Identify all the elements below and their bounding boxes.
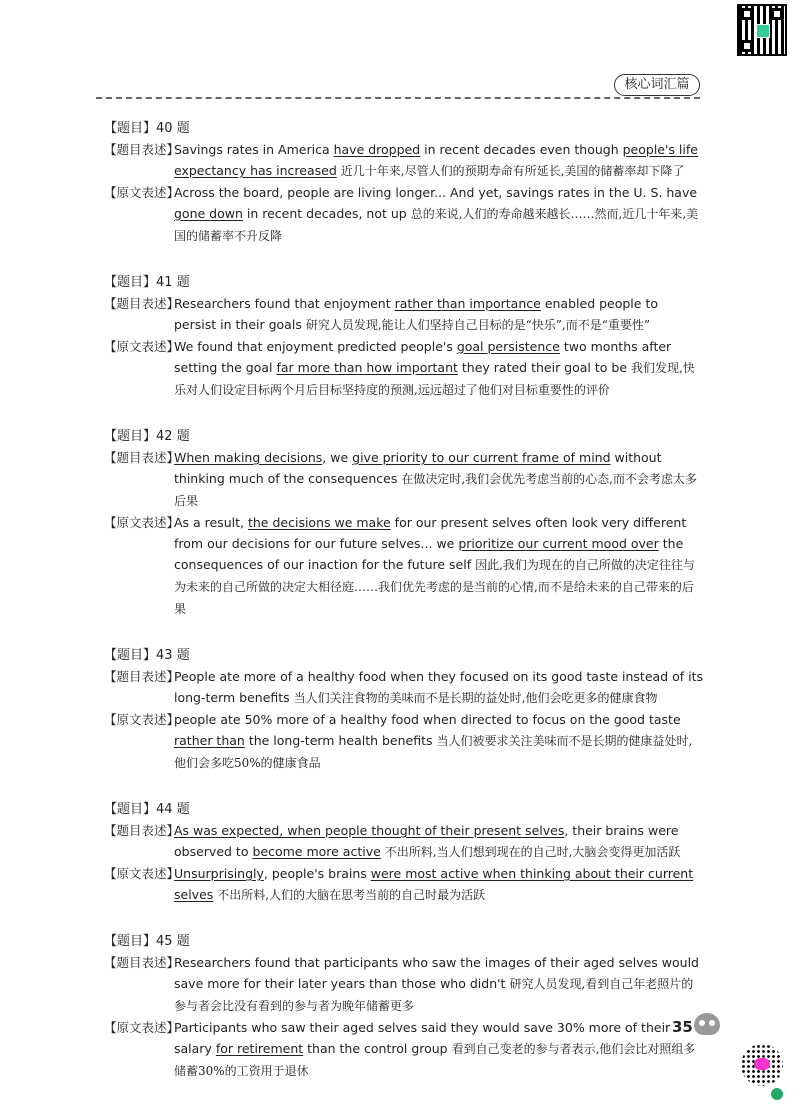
original-statement bbox=[104, 863, 704, 906]
chinese-translation: 当人们关注食物的美味而不是长期的益处时,他们会吃更多的健康食物 bbox=[293, 691, 658, 705]
chinese-translation: 我们发现,快乐对人们设定目标两个月后目标坚持度的预测,远远超过了他们对目标重要性的评价 bbox=[174, 361, 695, 397]
chinese-translation: 近几十年来,尽管人们的预期寿命有所延长,美国的储蓄率却下降了 bbox=[340, 164, 685, 178]
original-statement-text bbox=[174, 336, 704, 401]
question-header bbox=[104, 426, 704, 447]
question-number: 40 题 bbox=[156, 121, 190, 136]
question-header bbox=[104, 931, 704, 952]
underlined-phrase: people's life expectancy has increased bbox=[174, 142, 698, 178]
underlined-phrase: prioritize our current mood over bbox=[458, 536, 659, 551]
topic-label: 【题目】 bbox=[104, 121, 157, 136]
question-number: 44 题 bbox=[156, 802, 190, 817]
question-statement bbox=[104, 952, 704, 1017]
original-statement bbox=[104, 709, 704, 774]
question-number: 45 题 bbox=[156, 934, 190, 949]
underlined-phrase: become more active bbox=[252, 844, 381, 859]
question-block bbox=[104, 426, 704, 620]
question-block bbox=[104, 799, 704, 906]
chinese-translation: 不出所料,当人们想到现在的自己时,大脑会变得更加活跃 bbox=[384, 845, 681, 859]
question-statement-text bbox=[174, 447, 704, 512]
original-statement-text bbox=[174, 1017, 704, 1082]
question-statement-label: 【题目表述】 bbox=[104, 142, 180, 157]
original-statement-text bbox=[174, 182, 704, 247]
topic-label: 【题目】 bbox=[104, 648, 157, 663]
question-list bbox=[104, 118, 704, 1107]
question-statement-text bbox=[174, 952, 704, 1017]
qr-code-bottom bbox=[737, 1040, 787, 1104]
underlined-phrase: goal persistence bbox=[456, 339, 560, 354]
english-text: Researchers found that participants who saw the images of their aged selves would save more for their later years than those who didn't bbox=[174, 955, 699, 991]
question-statement-label: 【题目表述】 bbox=[104, 669, 180, 684]
chinese-translation: 总的来说,人们的寿命越来越长……然而,近几十年来,美国的储蓄率不升反降 bbox=[174, 207, 699, 243]
qr-code-top bbox=[737, 4, 787, 56]
topic-label: 【题目】 bbox=[104, 275, 157, 290]
english-text: Participants who saw their aged selves said they would save 30% more of their salary bbox=[174, 1020, 671, 1056]
english-text: enabled people to persist in their goals bbox=[174, 296, 658, 332]
english-text: they rated their goal to be bbox=[457, 360, 631, 375]
english-text: Across the board, people are living longer... And yet, savings rates in the U. S. have bbox=[174, 185, 698, 200]
question-statement-label: 【题目表述】 bbox=[104, 296, 180, 311]
chinese-translation: 当人们被要求关注美味而不是长期的健康益处时,他们会多吃50%的健康食品 bbox=[174, 734, 693, 770]
underlined-phrase: have dropped bbox=[333, 142, 421, 157]
chinese-translation: 看到自己变老的参与者表示,他们会比对照组多储蓄30%的工资用于退休 bbox=[174, 1042, 696, 1078]
question-block bbox=[104, 931, 704, 1082]
chinese-translation: 不出所料,人们的大脑在思考当前的自己时最为活跃 bbox=[217, 888, 486, 902]
question-header bbox=[104, 118, 704, 139]
english-text: , their brains were observed to bbox=[174, 823, 679, 859]
question-statement-text bbox=[174, 666, 704, 709]
question-statement-text bbox=[174, 139, 704, 182]
question-statement bbox=[104, 820, 704, 863]
question-header bbox=[104, 799, 704, 820]
question-statement-label: 【题目表述】 bbox=[104, 450, 180, 465]
question-number: 43 题 bbox=[156, 648, 190, 663]
chinese-translation: 因此,我们为现在的自己所做的决定往往与为未来的自己所做的决定大相径庭……我们优先考虑的是当前的心情,而不是给未来的自己带来的后果 bbox=[174, 558, 695, 616]
underlined-phrase: were most active when thinking about their current selves bbox=[174, 866, 694, 902]
page-number: 35 bbox=[672, 1018, 693, 1036]
question-statement-label: 【题目表述】 bbox=[104, 955, 180, 970]
question-block bbox=[104, 272, 704, 401]
english-text: Researchers found that enjoyment bbox=[174, 296, 395, 311]
english-text: people ate 50% more of a healthy food when directed to focus on the good taste bbox=[174, 712, 681, 727]
question-block bbox=[104, 645, 704, 774]
question-header bbox=[104, 645, 704, 666]
original-statement bbox=[104, 336, 704, 401]
original-statement bbox=[104, 182, 704, 247]
topic-label: 【题目】 bbox=[104, 802, 157, 817]
header-divider bbox=[96, 97, 700, 99]
chinese-translation: 在做决定时,我们会优先考虑当前的心态,而不会考虑太多后果 bbox=[174, 472, 697, 508]
mascot-icon bbox=[694, 1013, 720, 1035]
underlined-phrase: the decisions we make bbox=[247, 515, 391, 530]
underlined-phrase: far more than how important bbox=[276, 360, 458, 375]
underlined-phrase: rather than importance bbox=[394, 296, 541, 311]
english-text: People ate more of a healthy food when they focused on its good taste instead of its long-term benefits bbox=[174, 669, 704, 705]
question-number: 41 题 bbox=[156, 275, 190, 290]
english-text: , people's brains bbox=[263, 866, 371, 881]
underlined-phrase: When making decisions bbox=[174, 450, 323, 465]
original-statement-text bbox=[174, 709, 704, 774]
original-statement-label: 【原文表述】 bbox=[104, 339, 180, 354]
original-statement-label: 【原文表述】 bbox=[104, 1020, 180, 1035]
underlined-phrase: for retirement bbox=[215, 1041, 304, 1056]
english-text: for our present selves often look very different from our decisions for our future selves... we bbox=[174, 515, 687, 551]
original-statement-label: 【原文表述】 bbox=[104, 515, 180, 530]
underlined-phrase: As was expected, when people thought of their present selves bbox=[174, 823, 565, 838]
original-statement-label: 【原文表述】 bbox=[104, 712, 180, 727]
underlined-phrase: Unsurprisingly bbox=[174, 866, 264, 881]
section-tag: 核心词汇篇 bbox=[614, 74, 700, 96]
underlined-phrase: give priority to our current frame of mind bbox=[352, 450, 611, 465]
question-statement-text bbox=[174, 293, 704, 336]
english-text: We found that enjoyment predicted people's bbox=[174, 339, 457, 354]
english-text: than the control group bbox=[303, 1041, 452, 1056]
question-statement-text bbox=[174, 820, 704, 863]
english-text: in recent decades even though bbox=[420, 142, 623, 157]
english-text: the long-term health benefits bbox=[244, 733, 437, 748]
english-text: As a result, bbox=[174, 515, 248, 530]
underlined-phrase: rather than bbox=[174, 733, 245, 748]
original-statement-label: 【原文表述】 bbox=[104, 866, 180, 881]
original-statement-text bbox=[174, 863, 704, 906]
question-statement bbox=[104, 666, 704, 709]
original-statement bbox=[104, 1017, 704, 1082]
topic-label: 【题目】 bbox=[104, 429, 157, 444]
question-statement bbox=[104, 293, 704, 336]
original-statement-text bbox=[174, 512, 704, 620]
underlined-phrase: gone down bbox=[174, 206, 243, 221]
question-statement bbox=[104, 447, 704, 512]
english-text: two months after setting the goal bbox=[174, 339, 672, 375]
chinese-translation: 研究人员发现,看到自己年老照片的参与者会比没有看到的参与者为晚年储蓄更多 bbox=[174, 977, 694, 1013]
question-block bbox=[104, 118, 704, 247]
english-text: the consequences of our inaction for the future self bbox=[174, 536, 684, 572]
topic-label: 【题目】 bbox=[104, 934, 157, 949]
question-header bbox=[104, 272, 704, 293]
question-number: 42 题 bbox=[156, 429, 190, 444]
original-statement bbox=[104, 512, 704, 620]
english-text: , we bbox=[322, 450, 353, 465]
question-statement-label: 【题目表述】 bbox=[104, 823, 180, 838]
original-statement-label: 【原文表述】 bbox=[104, 185, 180, 200]
english-text: without thinking much of the consequences bbox=[174, 450, 662, 486]
english-text: Savings rates in America bbox=[174, 142, 334, 157]
question-statement bbox=[104, 139, 704, 182]
english-text: in recent decades, not up bbox=[242, 206, 411, 221]
chinese-translation: 研究人员发现,能让人们坚持自己目标的是“快乐”,而不是“重要性” bbox=[305, 318, 650, 332]
